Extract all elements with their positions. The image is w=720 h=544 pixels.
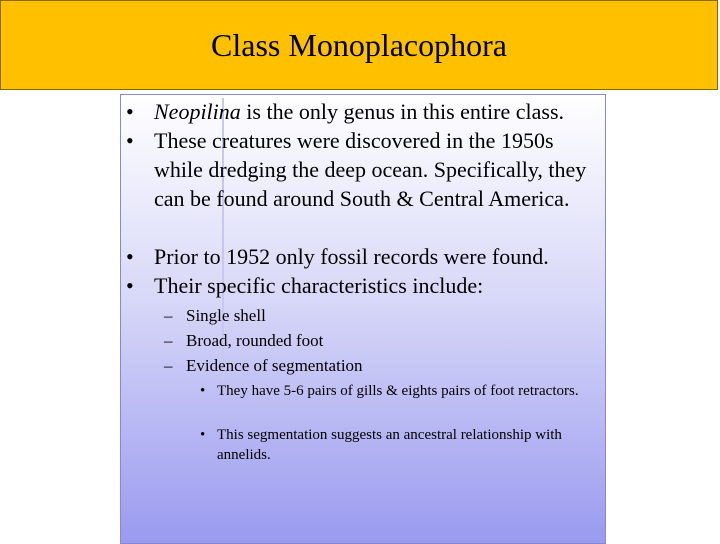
sub-point-text: Broad, rounded foot <box>186 331 324 350</box>
bullet-point-1 <box>126 97 604 126</box>
bullet-icon: • <box>200 427 206 443</box>
detail-point-text: This segmentation suggests an ancestral relationship with annelids. <box>217 427 562 463</box>
detail-point-text: They have 5-6 pairs of gills & eights pairs of foot retractors. <box>217 383 579 399</box>
bullet-point-2 <box>126 126 604 213</box>
bullet-text: These creatures were discovered in the 1950s while dredging the deep ocean. Specifically, they can be found around South & Central America. <box>154 128 587 211</box>
dash-icon: – <box>164 331 173 350</box>
bullet-text: Prior to 1952 only fossil records were found. <box>154 244 549 269</box>
slide-title: Class Monoplacophora <box>211 27 507 63</box>
dash-icon: – <box>164 356 173 375</box>
title-bar <box>0 0 718 90</box>
bullet-icon: • <box>126 244 134 269</box>
sub-point-3 <box>164 354 584 378</box>
bullet-icon: • <box>200 383 206 399</box>
bullet-point-3 <box>126 242 604 271</box>
sub-point-2 <box>164 329 584 353</box>
sub-point-1 <box>164 304 584 328</box>
bullet-text-rest: is the only genus in this entire class. <box>240 99 565 124</box>
dash-icon: – <box>164 306 173 325</box>
sub-point-text: Single shell <box>186 306 266 325</box>
bullet-icon: • <box>126 99 134 124</box>
detail-point-1 <box>200 381 600 401</box>
bullet-text <box>154 97 604 126</box>
genus-name: Neopilina <box>154 99 241 124</box>
sub-point-text: Evidence of segmentation <box>186 356 363 375</box>
detail-point-2 <box>200 425 600 465</box>
bullet-icon: • <box>126 128 134 153</box>
bullet-icon: • <box>126 273 134 298</box>
bullet-point-4 <box>126 271 604 300</box>
bullet-text: Their specific characteristics include: <box>154 273 484 298</box>
